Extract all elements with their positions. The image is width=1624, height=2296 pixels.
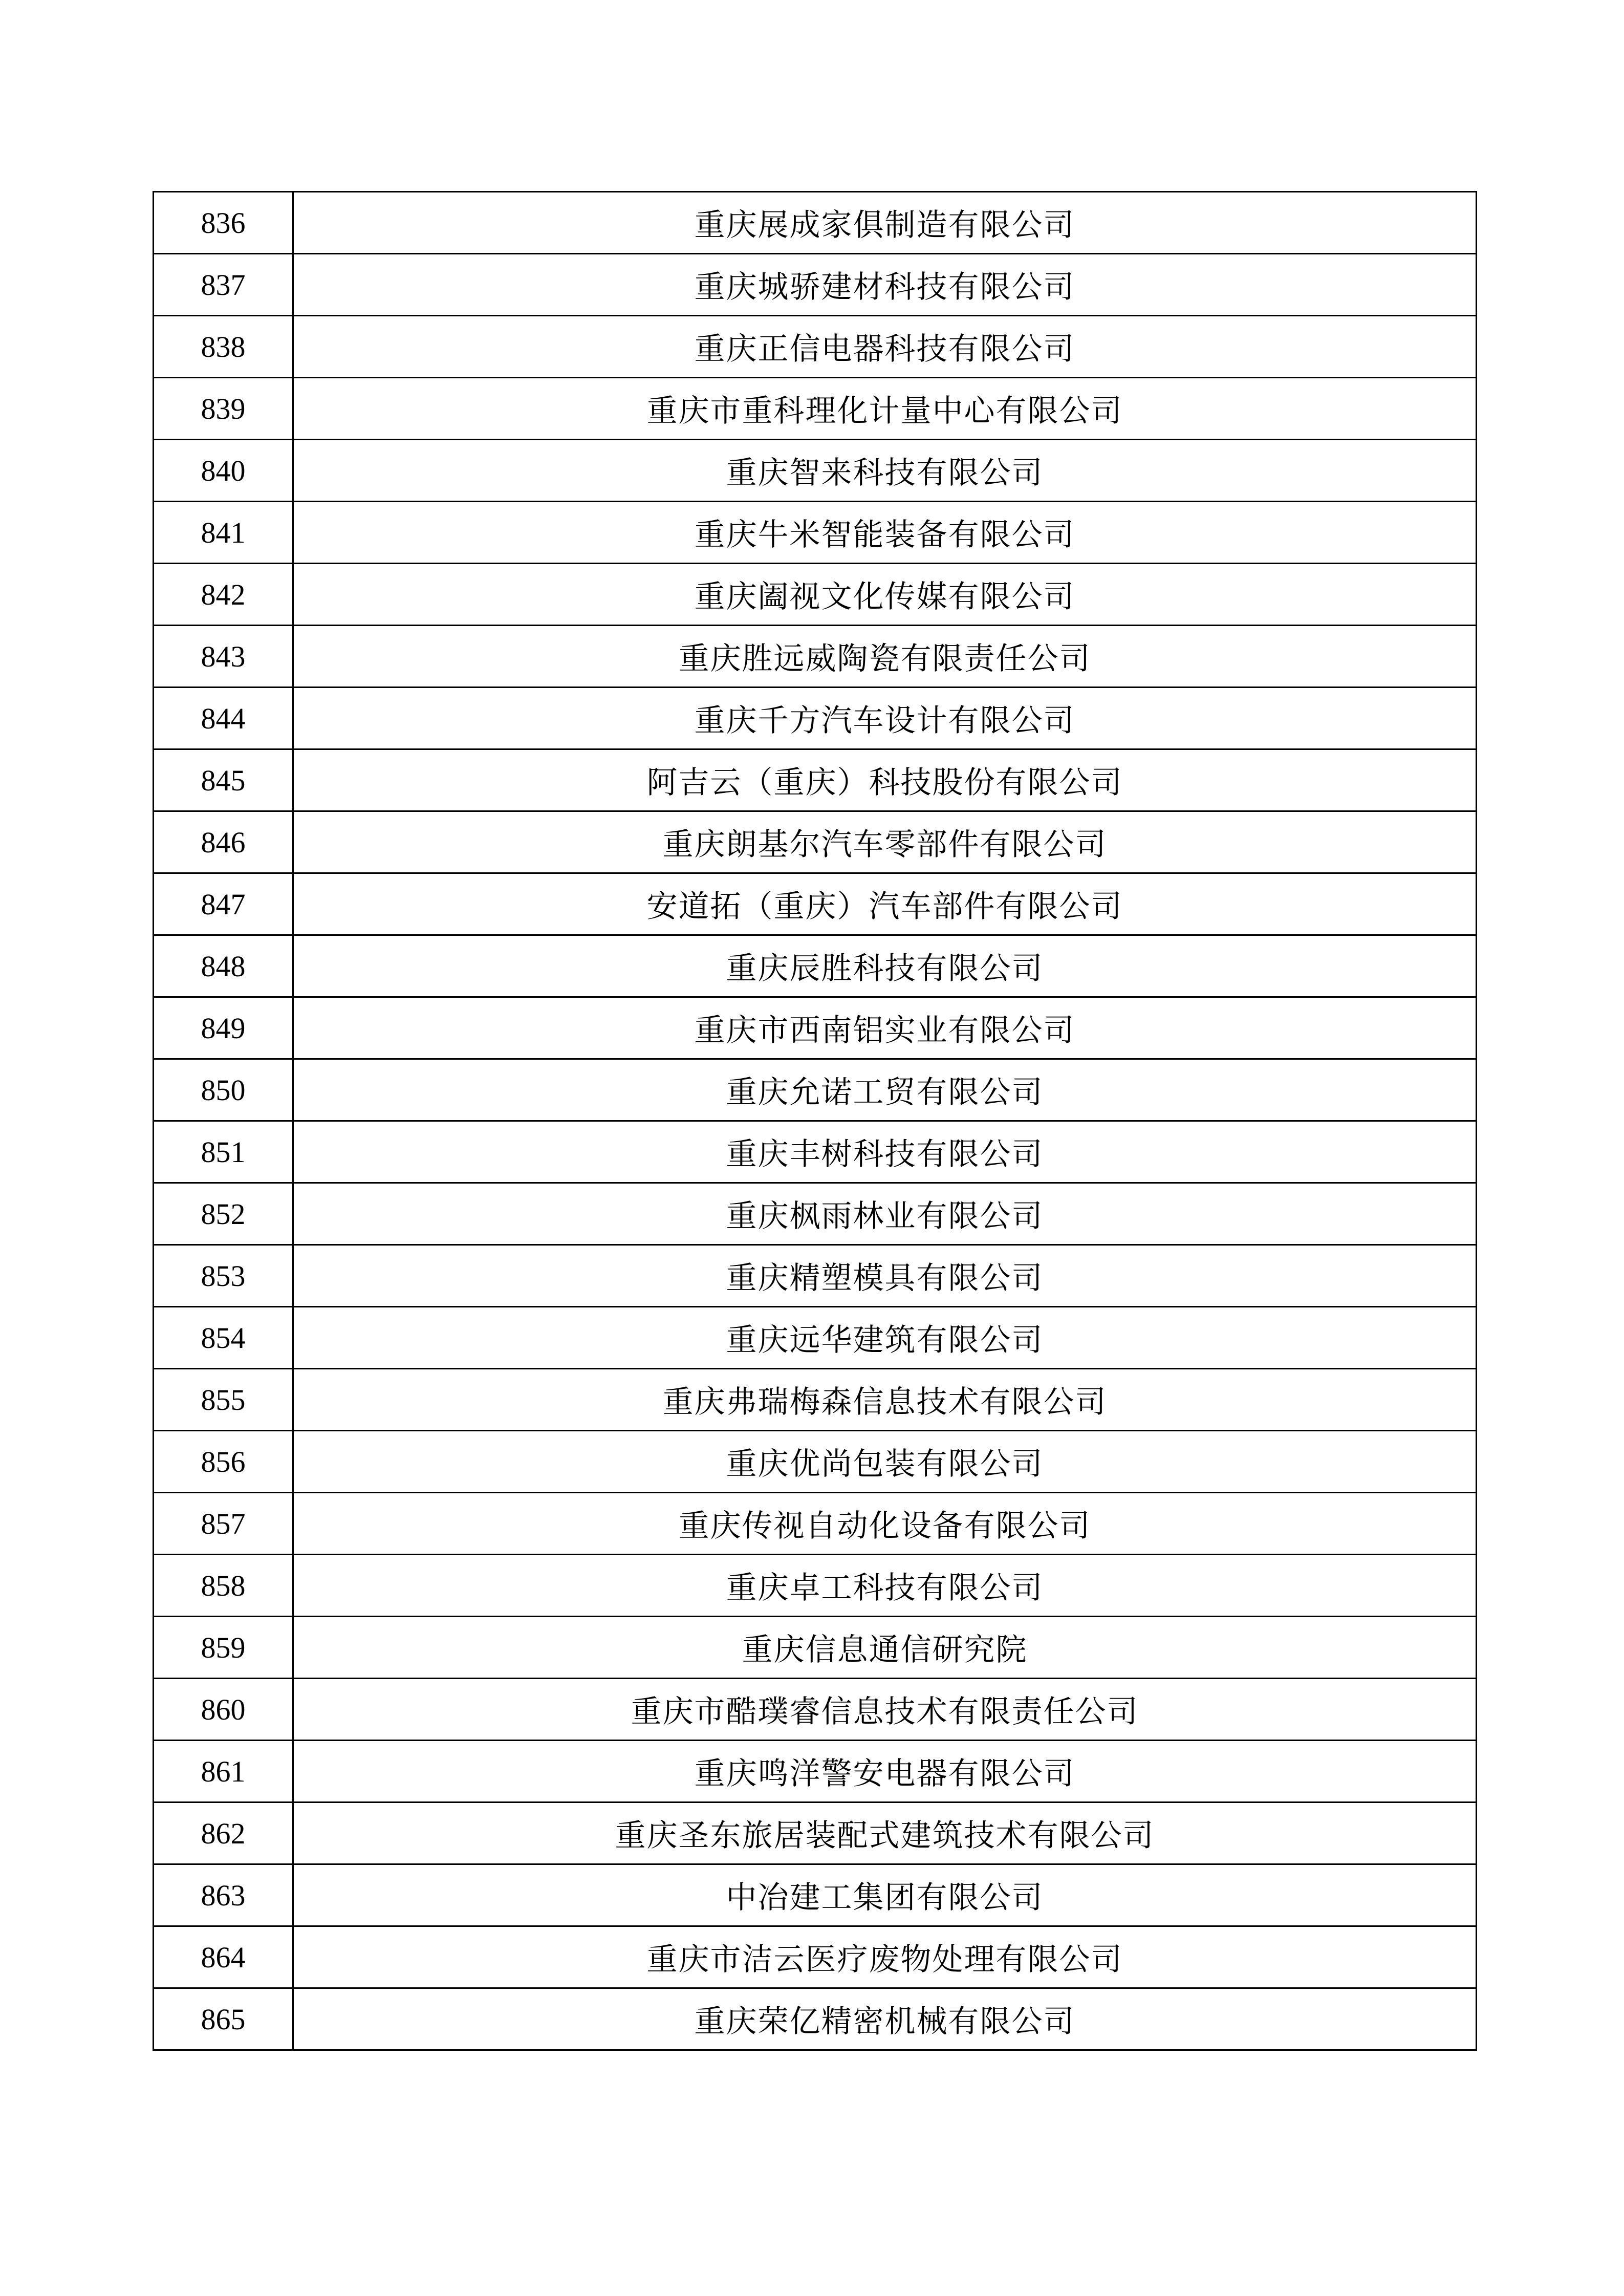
row-number: 862 [154, 1803, 293, 1864]
table-row [154, 254, 1477, 316]
row-number: 852 [154, 1183, 293, 1245]
table-row [154, 1121, 1477, 1183]
company-name: 重庆市洁云医疗废物处理有限公司 [293, 1926, 1477, 1988]
table-row [154, 1679, 1477, 1741]
row-number: 857 [154, 1493, 293, 1555]
company-name: 重庆信息通信研究院 [293, 1617, 1477, 1679]
row-number: 850 [154, 1059, 293, 1121]
row-number: 861 [154, 1741, 293, 1803]
table-row [154, 626, 1477, 688]
table-row [154, 811, 1477, 873]
company-name: 重庆枫雨林业有限公司 [293, 1183, 1477, 1245]
table-row [154, 997, 1477, 1059]
company-name: 重庆精塑模具有限公司 [293, 1245, 1477, 1307]
company-name: 重庆弗瑞梅森信息技术有限公司 [293, 1369, 1477, 1431]
row-number: 838 [154, 316, 293, 378]
row-number: 863 [154, 1864, 293, 1926]
table-row [154, 192, 1477, 254]
row-number: 848 [154, 935, 293, 997]
table-row [154, 502, 1477, 564]
company-name: 重庆允诺工贸有限公司 [293, 1059, 1477, 1121]
company-name: 重庆胜远威陶瓷有限责任公司 [293, 626, 1477, 688]
row-number: 859 [154, 1617, 293, 1679]
row-number: 853 [154, 1245, 293, 1307]
row-number: 846 [154, 811, 293, 873]
table-row [154, 1741, 1477, 1803]
company-name: 重庆远华建筑有限公司 [293, 1307, 1477, 1369]
company-name: 重庆圣东旅居装配式建筑技术有限公司 [293, 1803, 1477, 1864]
company-list-table [153, 191, 1477, 2051]
row-number: 849 [154, 997, 293, 1059]
table-row [154, 378, 1477, 440]
table-row [154, 1926, 1477, 1988]
table-row [154, 1369, 1477, 1431]
table-row [154, 1803, 1477, 1864]
row-number: 836 [154, 192, 293, 254]
row-number: 858 [154, 1555, 293, 1617]
row-number: 844 [154, 688, 293, 749]
row-number: 847 [154, 873, 293, 935]
company-name: 重庆展成家俱制造有限公司 [293, 192, 1477, 254]
row-number: 854 [154, 1307, 293, 1369]
table-row [154, 1245, 1477, 1307]
table-row [154, 1183, 1477, 1245]
company-name: 重庆千方汽车设计有限公司 [293, 688, 1477, 749]
company-name: 重庆市重科理化计量中心有限公司 [293, 378, 1477, 440]
table-row [154, 873, 1477, 935]
row-number: 841 [154, 502, 293, 564]
table-row [154, 1864, 1477, 1926]
row-number: 839 [154, 378, 293, 440]
company-name: 重庆辰胜科技有限公司 [293, 935, 1477, 997]
company-name: 中冶建工集团有限公司 [293, 1864, 1477, 1926]
table-row [154, 749, 1477, 811]
table-row [154, 316, 1477, 378]
company-name: 重庆丰树科技有限公司 [293, 1121, 1477, 1183]
company-list-body [154, 192, 1477, 2050]
table-row [154, 935, 1477, 997]
table-row [154, 564, 1477, 626]
company-name: 重庆正信电器科技有限公司 [293, 316, 1477, 378]
row-number: 843 [154, 626, 293, 688]
row-number: 860 [154, 1679, 293, 1741]
company-name: 重庆阖视文化传媒有限公司 [293, 564, 1477, 626]
company-name: 安道拓（重庆）汽车部件有限公司 [293, 873, 1477, 935]
row-number: 837 [154, 254, 293, 316]
row-number: 851 [154, 1121, 293, 1183]
company-name: 重庆市西南铝实业有限公司 [293, 997, 1477, 1059]
company-name: 重庆牛米智能装备有限公司 [293, 502, 1477, 564]
row-number: 864 [154, 1926, 293, 1988]
company-name: 重庆城骄建材科技有限公司 [293, 254, 1477, 316]
table-row [154, 1493, 1477, 1555]
company-name: 重庆朗基尔汽车零部件有限公司 [293, 811, 1477, 873]
row-number: 842 [154, 564, 293, 626]
row-number: 855 [154, 1369, 293, 1431]
row-number: 845 [154, 749, 293, 811]
row-number: 840 [154, 440, 293, 502]
company-name: 重庆智来科技有限公司 [293, 440, 1477, 502]
table-row [154, 1059, 1477, 1121]
table-row [154, 1431, 1477, 1493]
table-row [154, 1988, 1477, 2050]
row-number: 865 [154, 1988, 293, 2050]
table-row [154, 688, 1477, 749]
company-name: 重庆鸣洋警安电器有限公司 [293, 1741, 1477, 1803]
company-name: 重庆卓工科技有限公司 [293, 1555, 1477, 1617]
company-name: 重庆市酷璞睿信息技术有限责任公司 [293, 1679, 1477, 1741]
table-row [154, 440, 1477, 502]
company-name: 重庆荣亿精密机械有限公司 [293, 1988, 1477, 2050]
row-number: 856 [154, 1431, 293, 1493]
table-row [154, 1555, 1477, 1617]
company-name: 阿吉云（重庆）科技股份有限公司 [293, 749, 1477, 811]
table-row [154, 1307, 1477, 1369]
company-name: 重庆传视自动化设备有限公司 [293, 1493, 1477, 1555]
table-row [154, 1617, 1477, 1679]
company-name: 重庆优尚包装有限公司 [293, 1431, 1477, 1493]
